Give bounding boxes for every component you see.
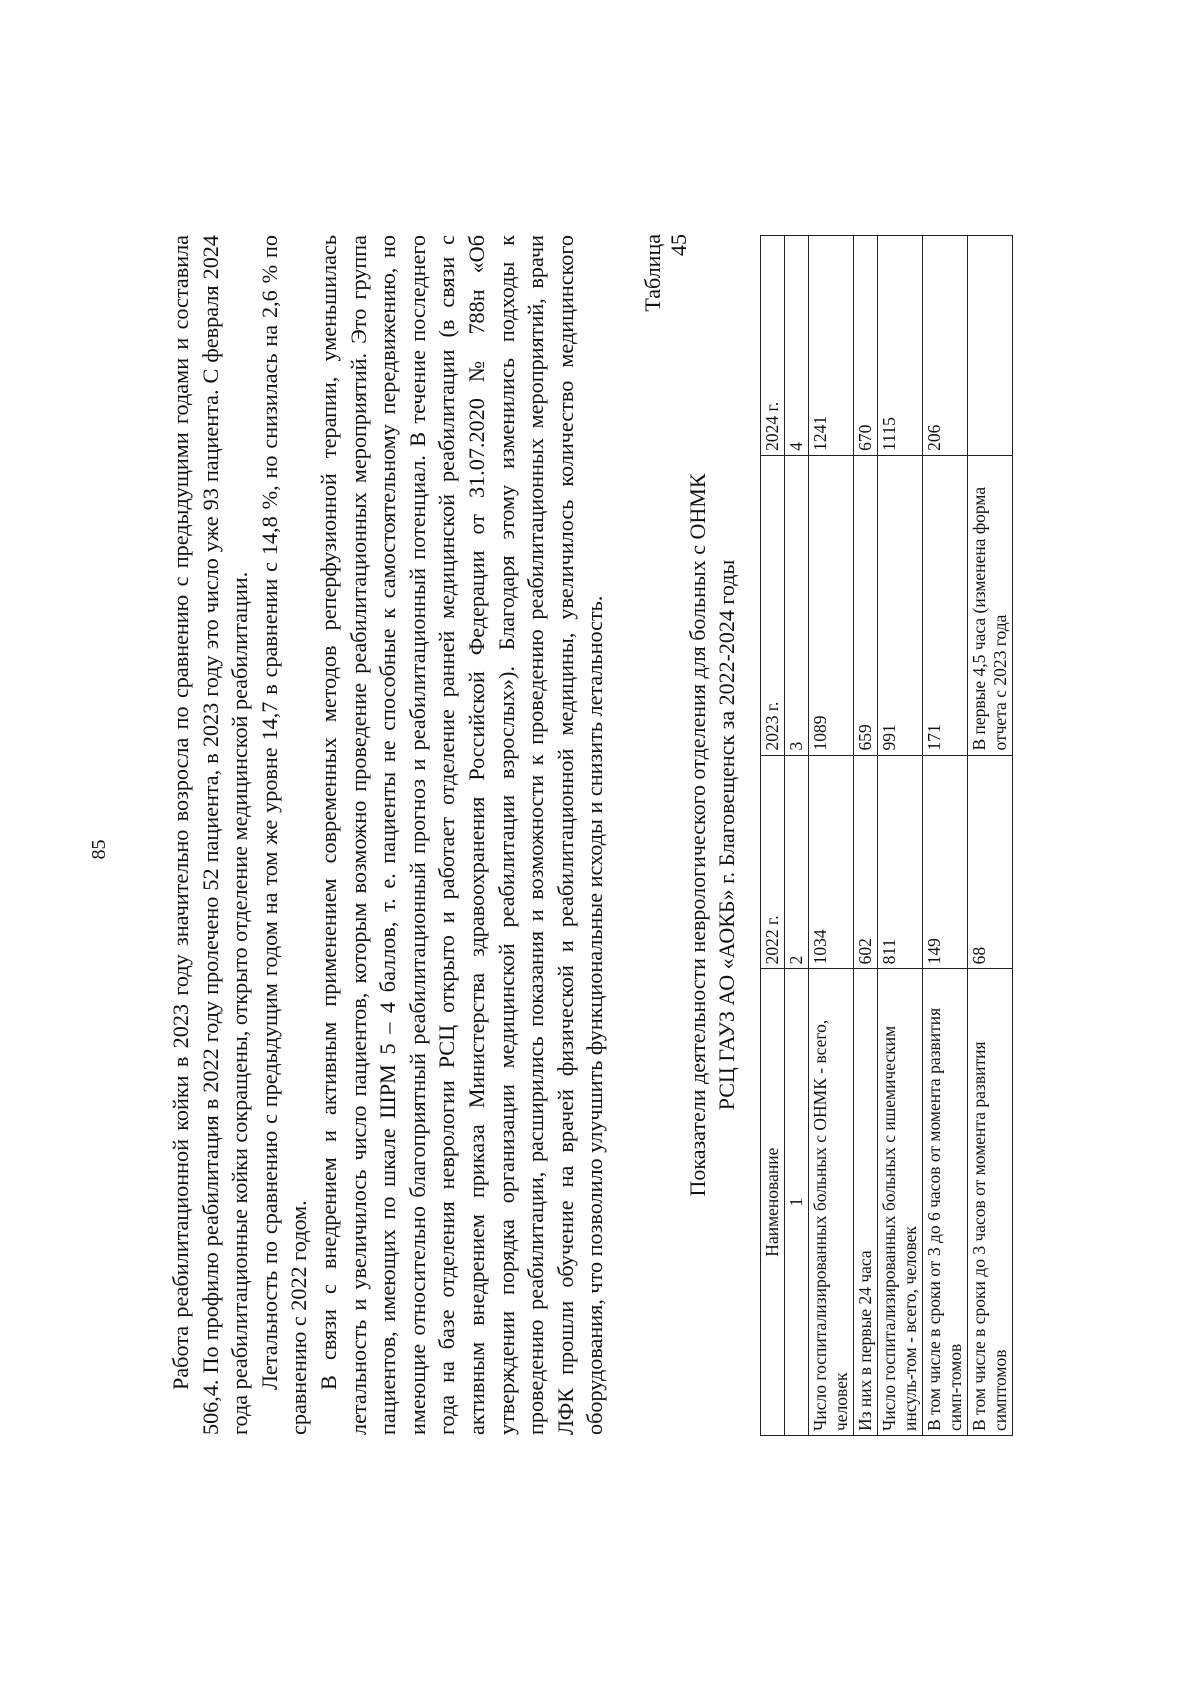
table-number: Таблица 45 [640, 234, 691, 312]
table-cell-name: Из них в первые 24 часа [854, 969, 878, 1436]
table-row [809, 236, 854, 1436]
header-cell-2024: 2024 г. [761, 236, 785, 456]
table-cell-value [968, 236, 1013, 456]
table-cell-value: 811 [878, 755, 923, 969]
page-number: 85 [88, 839, 110, 860]
table-row [878, 236, 923, 1436]
header-cell-name: Наименование [761, 969, 785, 1436]
table-cell-value: В первые 4,5 часа (изменена форма отчета с 2023 года [968, 455, 1013, 755]
table-caption-line-1: Показатели деятельности неврологического отделения для больных с ОНМК [685, 473, 710, 1197]
table-cell-name: В том числе в сроки до 3 часов от момента развития симптомов [968, 969, 1013, 1436]
table-cell-value: 991 [878, 455, 923, 755]
table-cell-name: Число госпитализированных больных с ОНМК - всего, человек [809, 969, 854, 1436]
table-row [968, 236, 1013, 1436]
table-cell-name: Число госпитализированных больных с ишемическим инсуль-том - всего, человек [878, 969, 923, 1436]
table-cell-value: 602 [854, 755, 878, 969]
table-cell-value: 1089 [809, 455, 854, 755]
table-cell-name: В том числе в сроки от 3 до 6 часов от момента развития симп-томов [923, 969, 968, 1436]
table-caption-line-2: РСЦ ГАУЗ АО «АОКБ» г. Благовещенск за 2022-2024 годы [714, 559, 739, 1111]
paragraph-2: Летальность по сравнению с предыдущим годом на том же уровне 14,7 в сравнении с 14,8 %, но снизилась на 2,6 % по сравнению с 2022 годом. [256, 235, 312, 1435]
table-cell-value: 1241 [809, 236, 854, 456]
table-header-row [761, 236, 785, 1436]
table-caption [683, 235, 741, 1435]
table-column-numbers-row [785, 236, 809, 1436]
paragraph-3: В связи с внедрением и активным применением современных методов реперфузионной терапии, уменьшилась летальность и увеличилось число пациентов, которым возможно проведение реабилитационных мероприятий. Это группа пациентов, имеющих по шкале ШРМ 5 – 4 баллов, т. е. пациенты не способные к самостоятельному передвижению, но имеющие относительно благоприятный реабилитационный прогноз и реабилитационный потенциал. В течение последнего года на базе отделения неврологии РСЦ открыто и работает отделение ранней медицинской реабилитации (в связи с активным внедрением приказа Министерства здравоохранения Российской Федерации от 31.07.2020 № 788н «Об утверждении порядка организации медицинской реабилитации взрослых»). Благодаря этому изменились подходы к проведению реабилитации, расширились показания и возможности к проведению реабилитационных мероприятий, врачи ЛФК прошли обучение на врачей физической и реабилитационной медицины, увеличилось количество медицинского оборудования, что позволило улучшить функциональные исходы и снизить летальность. [315, 235, 608, 1435]
table-cell-value: 1034 [809, 755, 854, 969]
body-text [166, 235, 610, 1435]
table-cell-value: 206 [923, 236, 968, 456]
table-cell-value: 149 [923, 755, 968, 969]
paragraph-1: Работа реабилитационной койки в 2023 году значительно возросла по сравнению с предыдущими годами и составила 506,4. По профилю реабилитация в 2022 году пролечено 52 пациента, в 2023 году это число уже 93 пациента. С февраля 2024 года реабилитационные койки сокращены, открыто отделение медицинской реабилитации. [168, 235, 253, 1435]
table-cell-value: 68 [968, 755, 1013, 969]
table-cell-value: 1115 [878, 236, 923, 456]
data-table [760, 235, 1013, 1436]
column-number-cell: 1 [785, 969, 809, 1436]
header-cell-2023: 2023 г. [761, 455, 785, 755]
table-cell-value: 171 [923, 455, 968, 755]
column-number-cell: 3 [785, 455, 809, 755]
column-number-cell: 4 [785, 236, 809, 456]
table-row [854, 236, 878, 1436]
column-number-cell: 2 [785, 755, 809, 969]
table-row [923, 236, 968, 1436]
header-cell-2022: 2022 г. [761, 755, 785, 969]
table-cell-value: 659 [854, 455, 878, 755]
table-cell-value: 670 [854, 236, 878, 456]
